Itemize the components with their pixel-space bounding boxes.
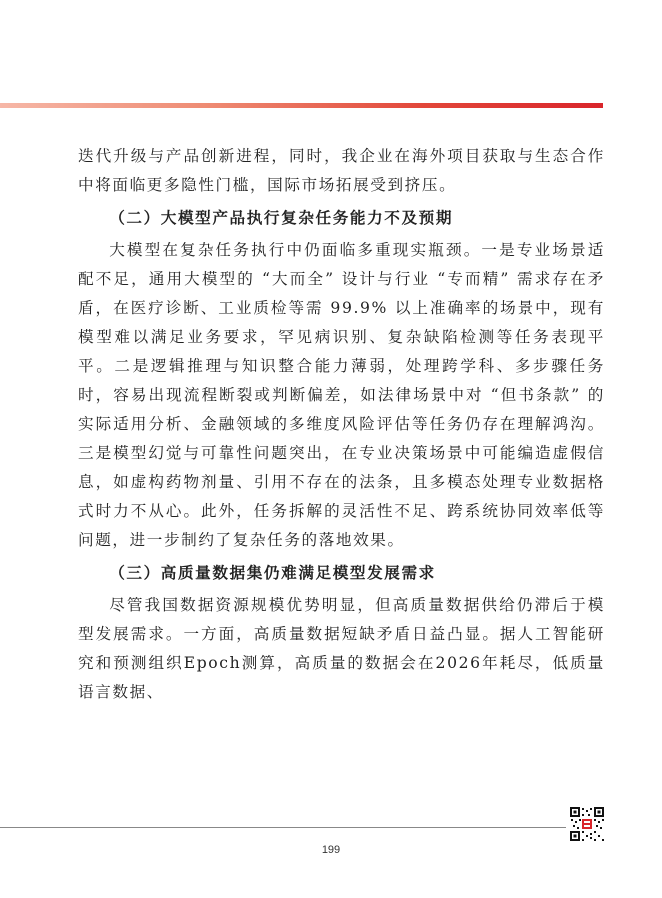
- body-paragraph-1: 迭代升级与产品创新进程，同时，我企业在海外项目获取与生态合作中将面临更多隐性门槛，国际市场拓展受到挤压。: [78, 147, 605, 194]
- section-heading-3: （三）高质量数据集仍难满足模型发展需求: [109, 564, 436, 582]
- page-number: 199: [321, 844, 341, 856]
- body-paragraph-3: 尽管我国数据资源规模优势明显，但高质量数据供给仍滞后于模型发展需求。一方面，高质量数据短缺矛盾日益凸显。据人工智能研究和预测组织Epoch测算，高质量的数据会在2026年耗尽，低质量语言数据、: [78, 596, 605, 701]
- header-accent-bar: [0, 103, 603, 108]
- footer-divider: [0, 827, 566, 828]
- body-paragraph-2: 大模型在复杂任务执行中仍面临多重现实瓶颈。一是专业场景适配不足，通用大模型的 “大而全” 设计与行业 “专而精” 需求存在矛盾，在医疗诊断、工业质检等需 99.9% 以上准确率的场景中，现有模型难以满足业务要求，罕见病识别、复杂缺陷检测等任务表现平平。二是逻辑推理与知识整合能力薄弱，处理跨学科、多步骤任务时，容易出现流程断裂或判断偏差，如法律场景中对 “但书条款” 的实际适用分析、金融领域的多维度风险评估等任务仍存在理解鸿沟。三是模型幻觉与可靠性问题突出，在专业决策场景中可能编造虚假信息，如虚构药物剂量、引用不存在的法条，且多模态处理专业数据格式时力不从心。此外，任务拆解的灵活性不足、跨系统协同效率低等问题，进一步制约了复杂任务的落地效果。: [78, 241, 605, 549]
- section-heading-2: （二）大模型产品执行复杂任务能力不及预期: [109, 209, 454, 227]
- qr-code-icon: [569, 806, 605, 842]
- document-body: [78, 142, 605, 707]
